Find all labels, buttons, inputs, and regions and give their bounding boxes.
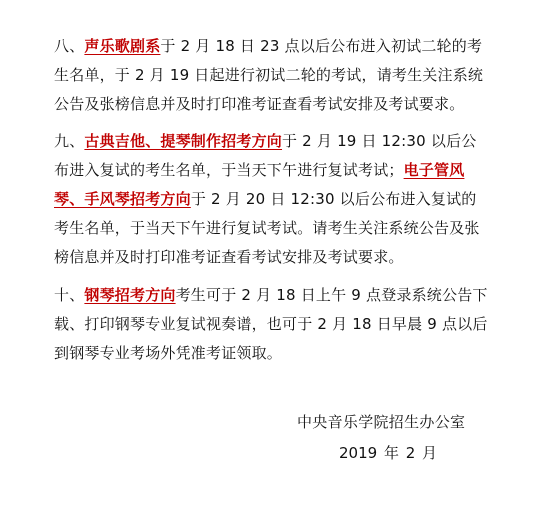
item-8-department-highlight: 声乐歌剧系 (84, 37, 161, 55)
signature-office: 中央音乐学院招生办公室 (297, 413, 466, 431)
item-8-text: 于 2 月 18 日 23 点以后公布进入初试二轮的考生名单，于 2 月 19 日起进行初试二轮的考试，请考生关注系统公告及张榜信息并及时打印准考证查看考试安排及考试要求。 (54, 37, 484, 113)
notice-item-10 (54, 281, 490, 368)
item-9-text-2: 于 2 月 20 日 12:30 以后公布进入复试的考生名单，于当天下午进行复试考试。请考生关注系统公告及张榜信息并及时打印准考证查看考试安排及考试要求。 (54, 190, 480, 266)
item-10-direction-highlight: 钢琴招考方向 (84, 286, 176, 304)
item-10-prefix: 十、 (54, 286, 85, 304)
signature-date: 2019 年 2 月 (339, 444, 438, 462)
item-9-prefix: 九、 (54, 132, 85, 150)
item-8-prefix: 八、 (54, 37, 85, 55)
notice-item-9 (54, 127, 490, 272)
item-9-direction-highlight-1: 古典吉他、提琴制作招考方向 (84, 132, 283, 150)
item-10-text: 考生可于 2 月 18 日上午 9 点登录系统公告下载、打印钢琴专业复试视奏谱，也可于 2 月 18 日早晨 9 点以后到钢琴专业考场外凭准考证领取。 (54, 286, 488, 362)
item-9-direction-highlight-2: 电子管风琴、手风琴招考方向 (54, 161, 465, 208)
notice-item-8 (54, 32, 490, 119)
item-9-text-1: 于 2 月 19 日 12:30 以后公布进入复试的考生名单，于当天下午进行复试考试； (54, 132, 477, 179)
